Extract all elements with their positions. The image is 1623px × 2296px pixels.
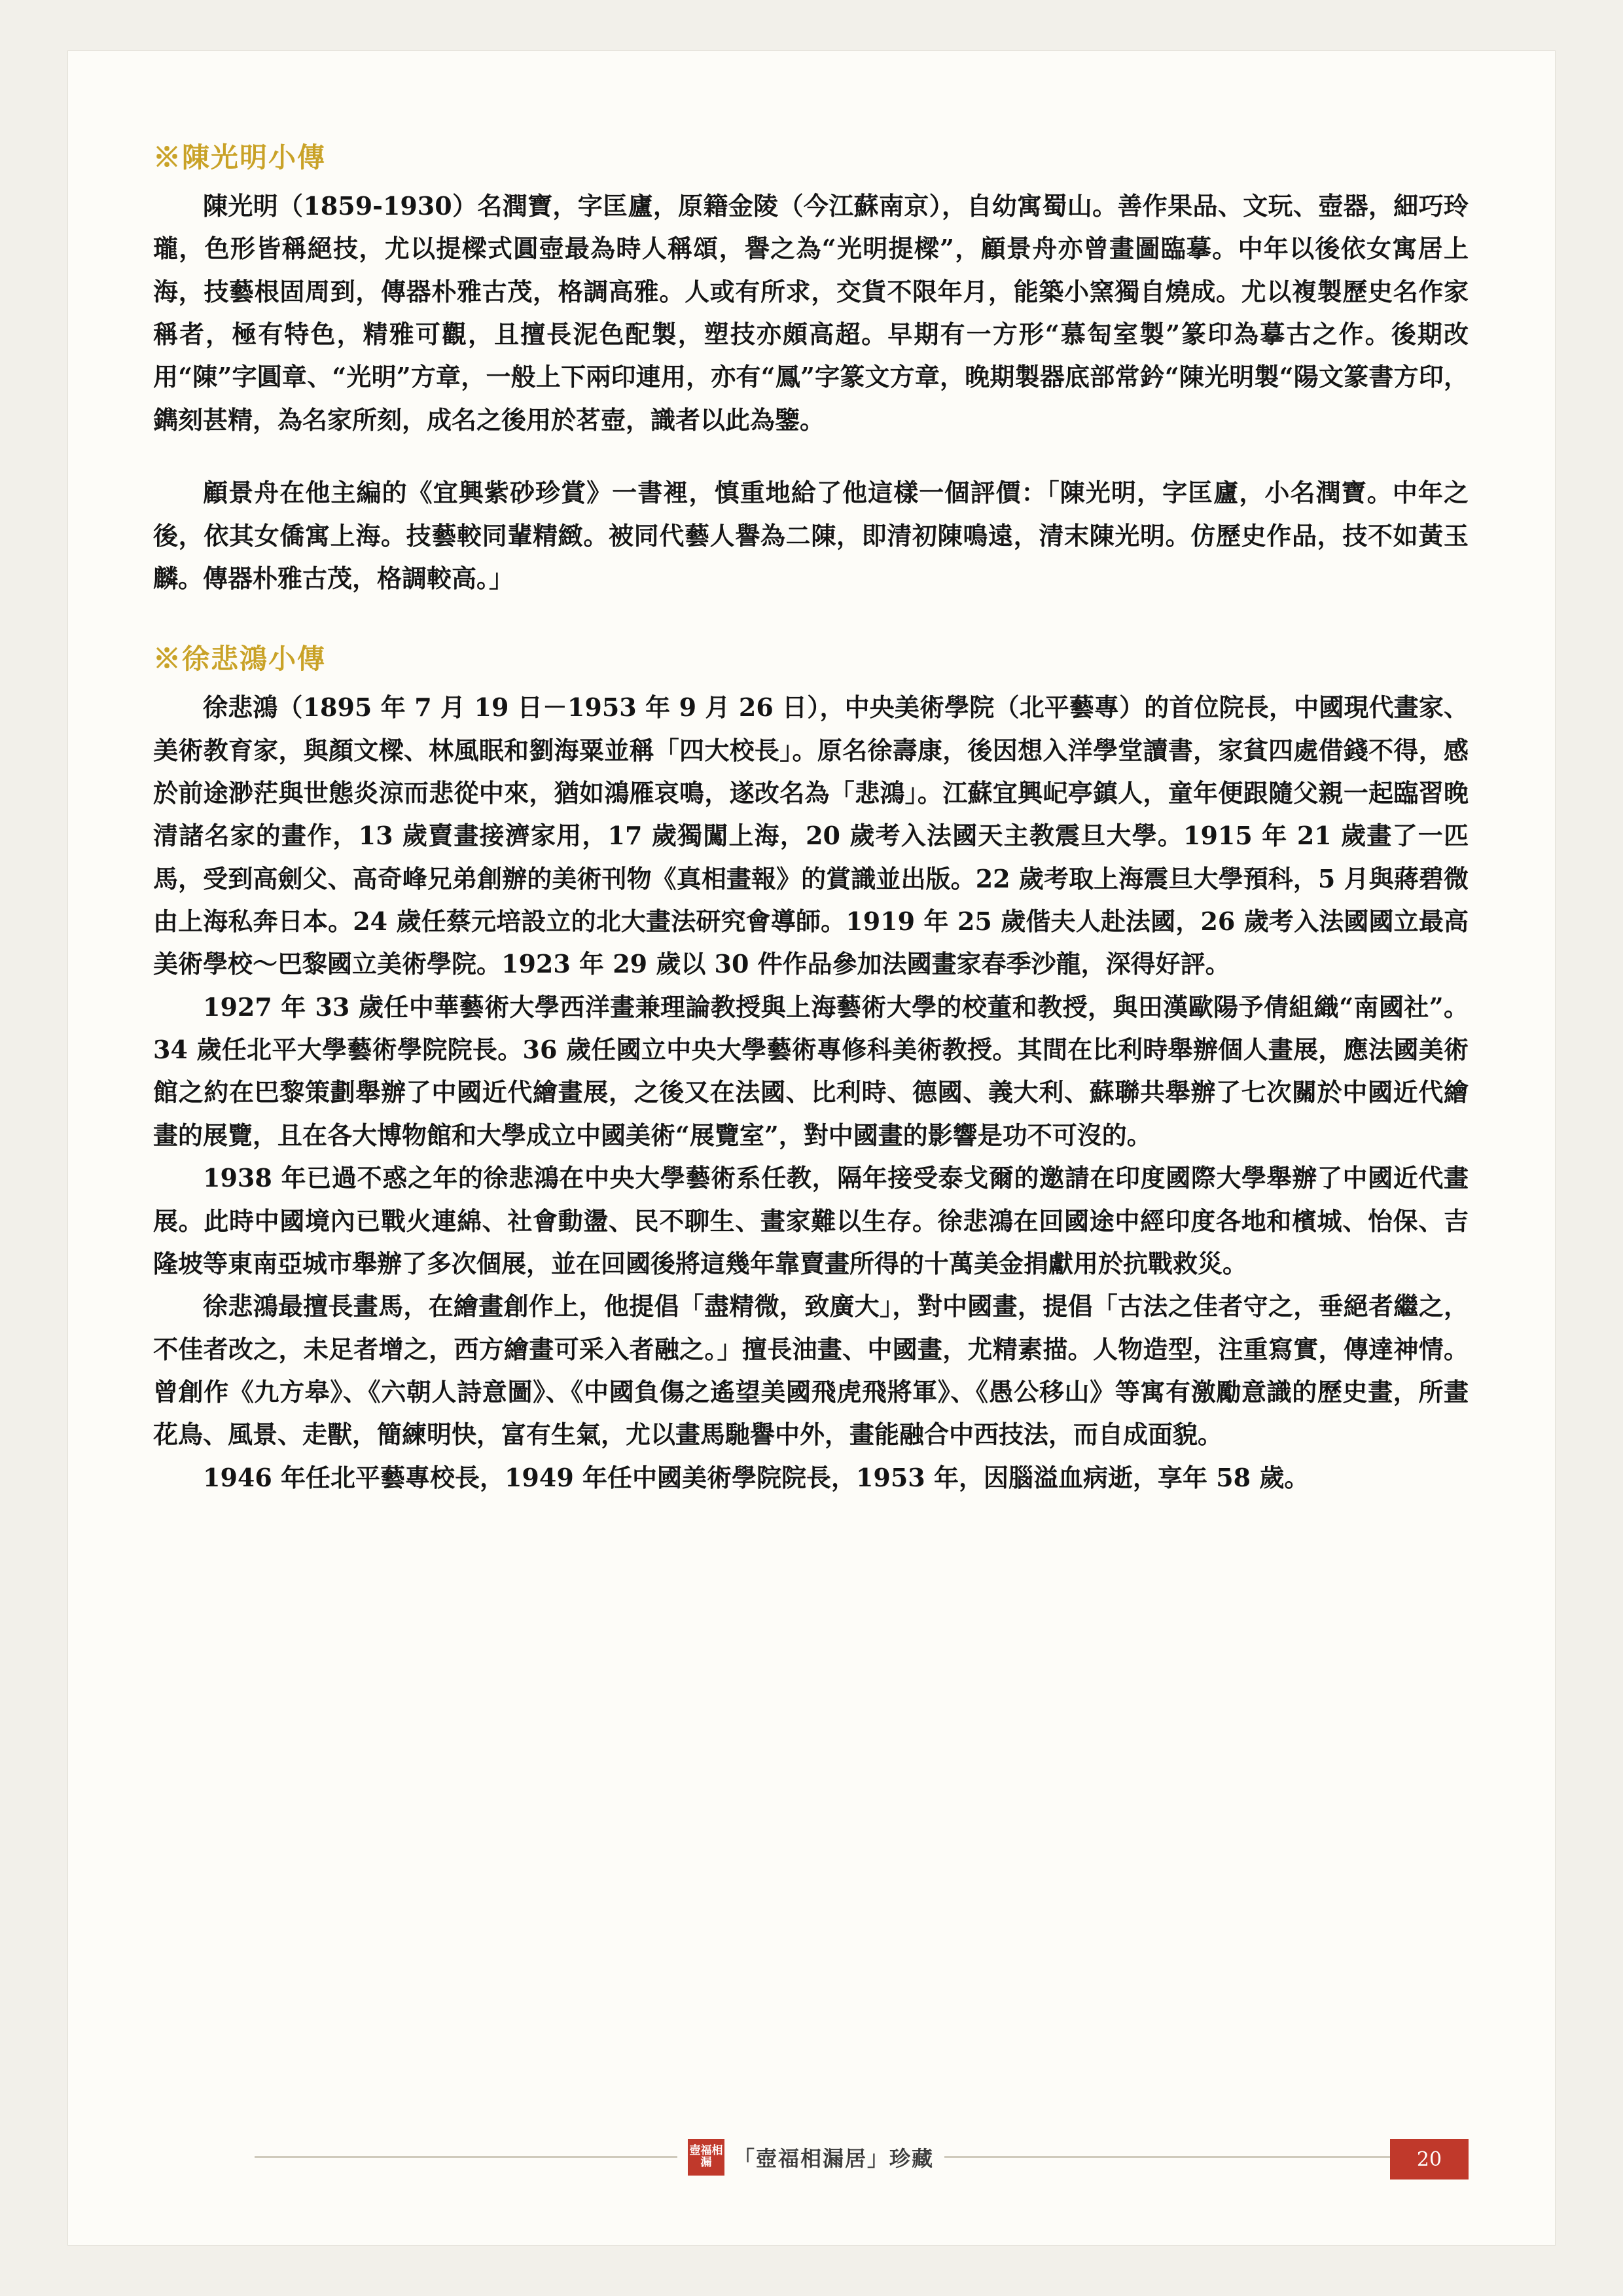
document-page	[68, 51, 1555, 2245]
paragraph-xu-bio-2: 1927 年 33 歲任中華藝術大學西洋畫兼理論教授與上海藝術大學的校董和教授，與田漢歐陽予倩組織“南國社”。34 歲任北平大學藝術學院院長。36 歲任國立中央大學藝術專修科美術教授。其間在比利時舉辦個人畫展，應法國美術館之約在巴黎策劃舉辦了中國近代繪畫展，之後又在法國、比利時、德國、義大利、蘇聯共舉辦了七次關於中國近代繪畫的展覽，且在各大博物館和大學成立中國美術“展覽室”，對中國畫的影響是功不可沒的。	[153, 992, 1469, 1150]
page-footer	[153, 2139, 1469, 2185]
paragraph-gu-jingzhou-quote: 顧景舟在他主編的《宜興紫砂珍賞》一書裡，慎重地給了他這樣一個評價：「陳光明，字匡廬，小名潤寶。中年之後，依其女僑寓上海。技藝較同輩精緻。被同代藝人譽為二陳，即清初陳鳴遠，清末陳光明。仿歷史作品，技不如黃玉麟。傳器朴雅古茂，格調較高。」	[153, 478, 1469, 593]
section-heading-xu-beihong: ※徐悲鴻小傳	[153, 643, 327, 675]
section-heading-chen-guangming: ※陳光明小傳	[153, 141, 327, 173]
paragraph-spacer	[153, 441, 1469, 471]
footer-collection-mark	[677, 2139, 944, 2176]
page-content	[153, 136, 1469, 1499]
section-spacer	[153, 600, 1469, 637]
paragraph-xu-bio-1: 徐悲鴻（1895 年 7 月 19 日－1953 年 9 月 26 日），中央美術學院（北平藝專）的首位院長，中國現代畫家、美術教育家，與顏文樑、林風眠和劉海粟並稱「四大校長」。原名徐壽康，後因想入洋學堂讀書，家貧四處借錢不得，感於前途渺茫與世態炎涼而悲從中來，猶如鴻雁哀鳴，遂改名為「悲鴻」。江蘇宜興屺亭鎮人，童年便跟隨父親一起臨習晚清諸名家的畫作，13 歲賣畫接濟家用，17 歲獨闖上海，20 歲考入法國天主教震旦大學。1915 年 21 歲畫了一匹馬，受到高劍父、高奇峰兄弟創辦的美術刊物《真相畫報》的賞識並出版。22 歲考取上海震旦大學預科，5 月與蔣碧微由上海私奔日本。24 歲任蔡元培設立的北大畫法研究會導師。1919 年 25 歲偕夫人赴法國，26 歲考入法國國立最高美術學校～巴黎國立美術學院。1923 年 29 歲以 30 件作品參加法國畫家春季沙龍，深得好評。	[153, 692, 1469, 979]
page-number: 20	[1390, 2139, 1469, 2179]
paragraph-chen-bio: 陳光明（1859-1930）名潤寶，字匡廬，原籍金陵（今江蘇南京），自幼寓蜀山。善作果品、文玩、壺器，細巧玲瓏，色形皆稱絕技，尤以提樑式圓壺最為時人稱頌，譽之為“光明提樑”，顧景舟亦曾畫圖臨摹。中年以後依女寓居上海，技藝根固周到，傳器朴雅古茂，格調高雅。人或有所求，交貨不限年月，能築小窯獨自燒成。尤以複製歷史名作家稱者，極有特色，精雅可觀，且擅長泥色配製，塑技亦頗高超。早期有一方形“慕匋室製”篆印為摹古之作。後期改用“陳”字圓章、“光明”方章，一般上下兩印連用，亦有“鳳”字篆文方章，晚期製器底部常鈐“陳光明製“陽文篆書方印，鐫刻甚精，為名家所刻，成名之後用於茗壺，識者以此為鑒。	[153, 191, 1469, 435]
paragraph-xu-bio-5: 1946 年任北平藝專校長，1949 年任中國美術學院院長，1953 年，因腦溢血病逝，享年 58 歲。	[203, 1462, 1310, 1492]
paragraph-xu-bio-4: 徐悲鴻最擅長畫馬，在繪畫創作上，他提倡「盡精微，致廣大」，對中國畫，提倡「古法之佳者守之，垂絕者繼之，不佳者改之，未足者增之，西方繪畫可采入者融之。」擅長油畫、中國畫，尤精素描。人物造型，注重寫實，傳達神情。曾創作《九方皋》、《六朝人詩意圖》、《中國負傷之遙望美國飛虎飛將軍》、《愚公移山》等寓有激勵意識的歷史畫，所畫花鳥、風景、走獸，簡練明快，富有生氣，尤以畫馬馳譽中外，畫能融合中西技法，而自成面貌。	[153, 1291, 1469, 1450]
paragraph-xu-bio-3: 1938 年已過不惑之年的徐悲鴻在中央大學藝術系任教，隔年接受泰戈爾的邀請在印度國際大學舉辦了中國近代畫展。此時中國境內已戰火連綿、社會動盪、民不聊生、畫家難以生存。徐悲鴻在回國途中經印度各地和檳城、怡保、吉隆坡等東南亞城市舉辦了多次個展，並在回國後將這幾年靠賣畫所得的十萬美金捐獻用於抗戰救災。	[153, 1163, 1469, 1278]
seal-icon: 壺福相漏	[688, 2139, 724, 2176]
footer-text: 「壺福相漏居」珍藏	[733, 2146, 935, 2171]
